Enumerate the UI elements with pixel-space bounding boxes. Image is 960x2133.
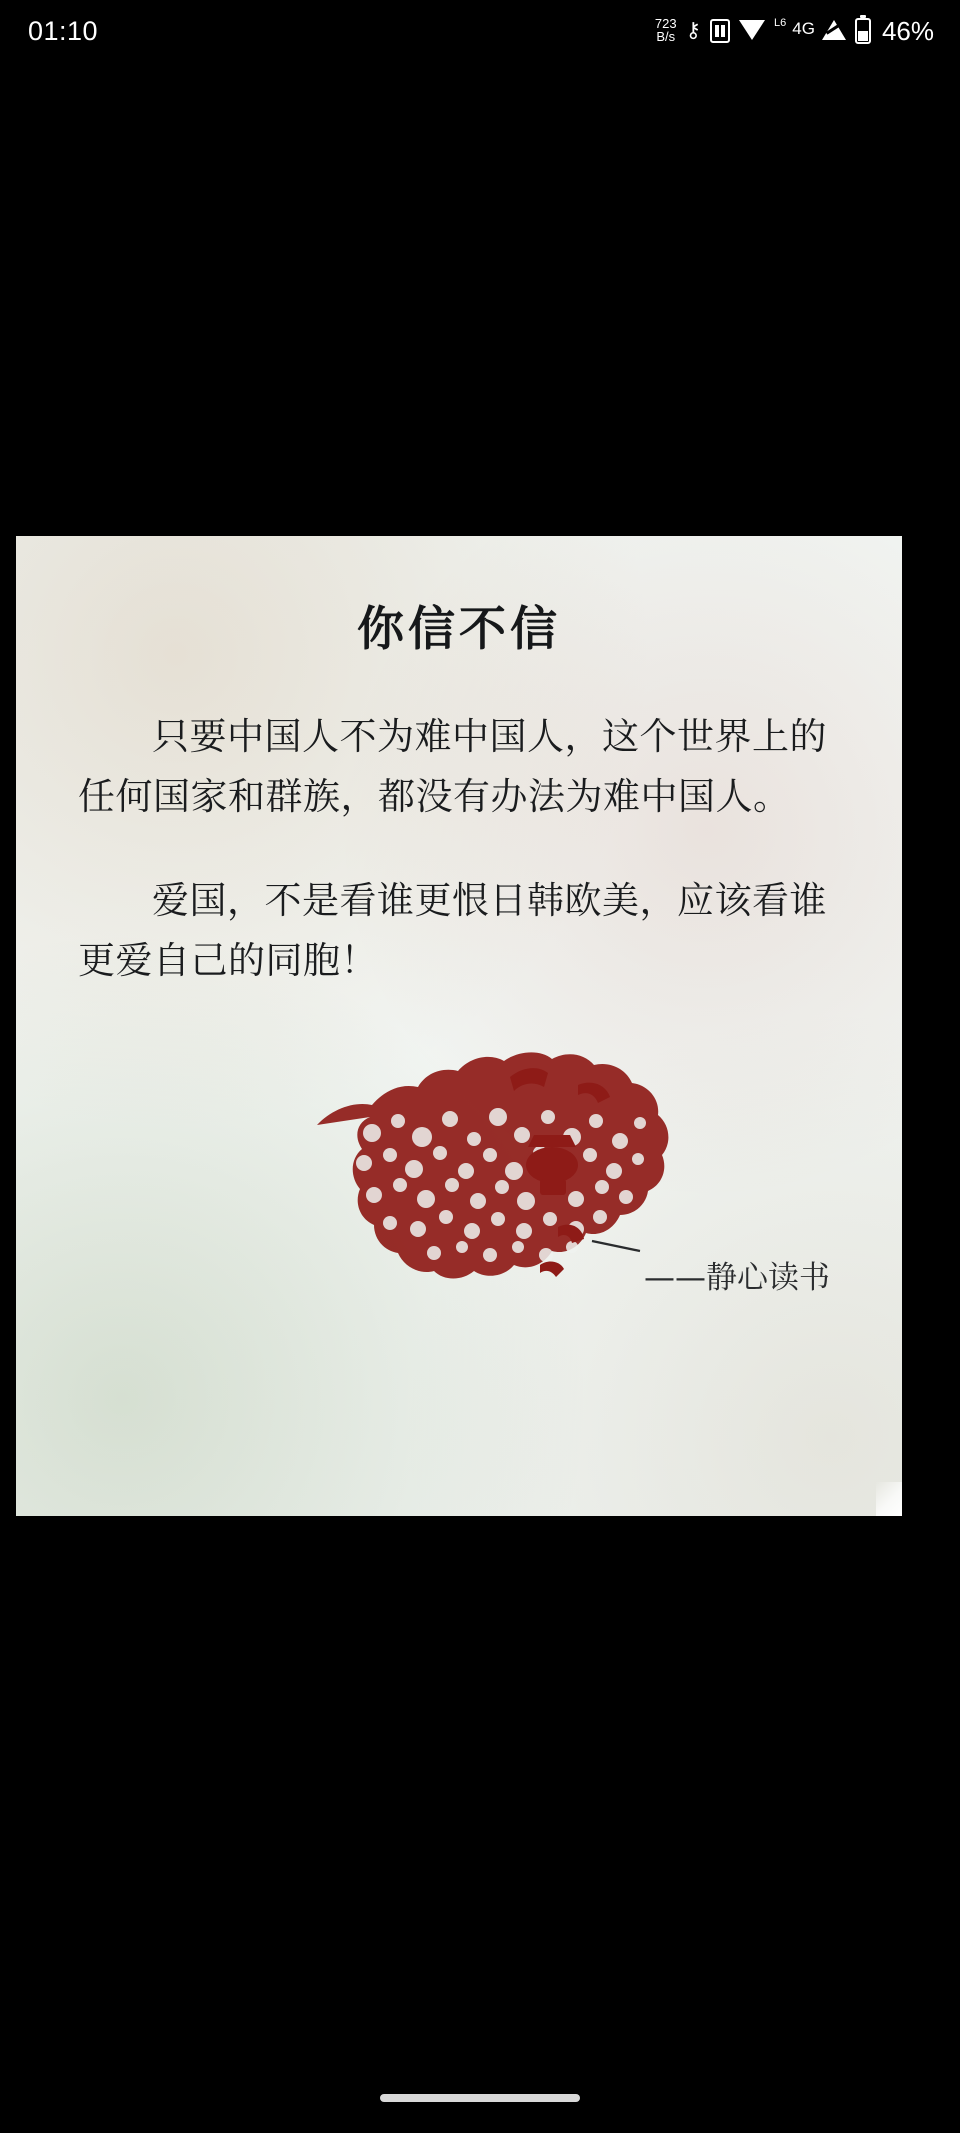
- home-gesture-pill[interactable]: [380, 2094, 580, 2102]
- status-clock: 01:10: [28, 15, 99, 46]
- navigation-bar: [0, 2063, 960, 2133]
- artwork-area: [62, 1013, 856, 1313]
- poster-paragraph-2: 爱国，不是看谁更恨日韩欧美，应该看谁更爱自己的同胞！: [78, 878, 827, 982]
- signal-sub-label: L6: [774, 16, 787, 29]
- poster-image[interactable]: [16, 536, 902, 1516]
- status-icons: [655, 16, 934, 47]
- battery-icon: [855, 18, 871, 44]
- network-speed-indicator: [655, 17, 677, 43]
- image-viewer[interactable]: [0, 524, 960, 1536]
- key-vpn-icon: ⚷: [685, 18, 702, 42]
- signal-label: 4G: [792, 18, 815, 38]
- sim-card-icon: [710, 19, 730, 43]
- wifi-icon: [739, 20, 765, 40]
- poster-signature: ——静心读书: [644, 1259, 830, 1296]
- status-bar: [0, 0, 960, 62]
- china-map-papercut-artwork: [222, 1013, 692, 1313]
- battery-percent: 46%: [881, 15, 934, 46]
- network-speed-unit: B/s: [656, 29, 676, 44]
- poster-title: 你信不信: [357, 602, 561, 657]
- poster-paragraph-1: 只要中国人不为难中国人，这个世界上的任何国家和群族，都没有办法为难中国人。: [78, 715, 827, 818]
- poster-content: [16, 536, 902, 1516]
- network-speed-value: 723: [654, 16, 677, 31]
- cellular-signal-icon: [822, 20, 846, 40]
